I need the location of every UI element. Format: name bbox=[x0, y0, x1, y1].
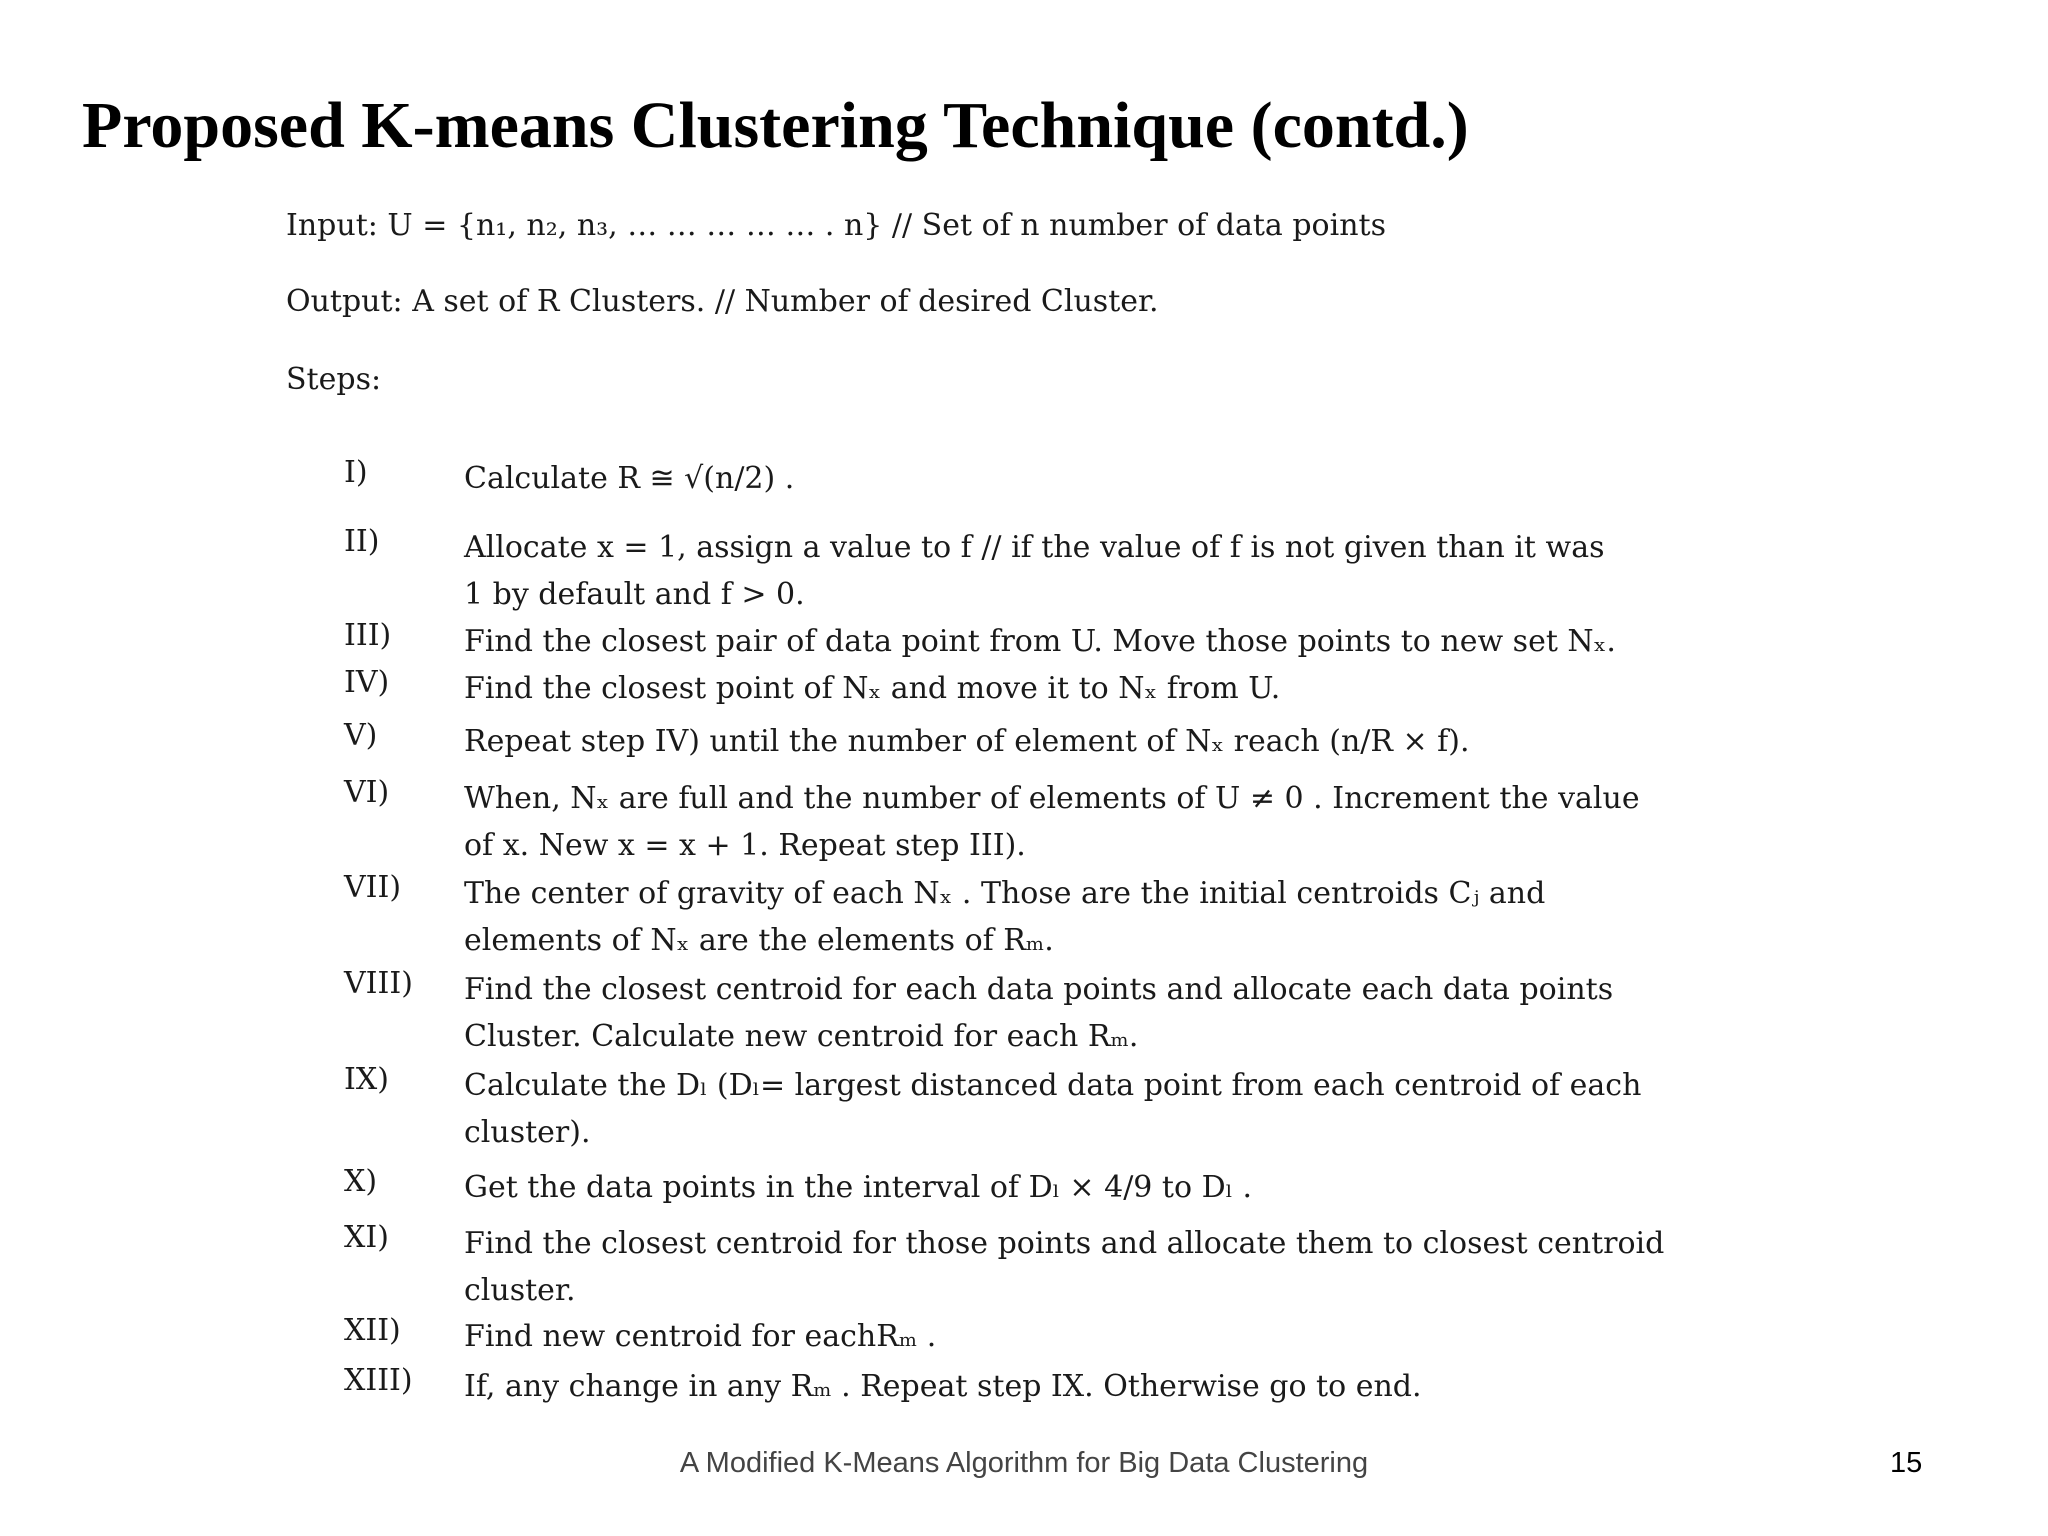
step-number: XIII) bbox=[344, 1363, 413, 1398]
step-number: VII) bbox=[344, 870, 402, 905]
step-number: II) bbox=[344, 524, 380, 559]
steps-label: Steps: bbox=[286, 362, 382, 397]
step-text: Find new centroid for eachRₘ . bbox=[464, 1319, 937, 1354]
step-text: If, any change in any Rₘ . Repeat step IX. Otherwise go to end. bbox=[464, 1369, 1422, 1404]
step-text: Find the closest pair of data point from U. Move those points to new set Nₓ. bbox=[464, 624, 1616, 659]
step-text: Find the closest point of Nₓ and move it to Nₓ from U. bbox=[464, 671, 1281, 706]
slide-footer: A Modified K-Means Algorithm for Big Data Clustering bbox=[679, 1447, 1369, 1479]
step-text: Repeat step IV) until the number of element of Nₓ reach (n/R × f). bbox=[464, 724, 1470, 759]
page-number: 15 bbox=[1890, 1447, 1923, 1479]
step-text: The center of gravity of each Nₓ . Those are the initial centroids Cⱼ and elements of Nₓ are the elements of Rₘ. bbox=[464, 876, 1546, 958]
input-line: Input: U = {n₁, n₂, n₃, … … … … … . n} // Set of n number of data points bbox=[286, 208, 1386, 243]
step-number: VI) bbox=[344, 775, 390, 810]
step-text: When, Nₓ are full and the number of elements of U ≠ 0 . Increment the value of x. New x = x + 1. Repeat step III). bbox=[464, 781, 1640, 863]
step-text: Allocate x = 1, assign a value to f // if the value of f is not given than it was 1 by default and f > 0. bbox=[464, 530, 1605, 612]
step-number: VIII) bbox=[344, 966, 413, 1001]
step-number: I) bbox=[344, 455, 368, 490]
step-number: IX) bbox=[344, 1062, 389, 1097]
step-text: Find the closest centroid for those points and allocate them to closest centroid cluster. bbox=[464, 1226, 1665, 1308]
step-number: XII) bbox=[344, 1313, 401, 1348]
step-text: Calculate the Dₗ (Dₗ= largest distanced data point from each centroid of each cluster). bbox=[464, 1068, 1642, 1150]
step-number: X) bbox=[344, 1164, 378, 1199]
step-number: III) bbox=[344, 618, 392, 653]
slide-title: Proposed K-means Clustering Technique (contd.) bbox=[82, 89, 1469, 162]
step-text: Calculate R ≅ √(n/2) . bbox=[464, 461, 795, 496]
step-number: XI) bbox=[344, 1220, 389, 1255]
step-text: Get the data points in the interval of Dₗ × 4/9 to Dₗ . bbox=[464, 1170, 1252, 1205]
output-line: Output: A set of R Clusters. // Number of desired Cluster. bbox=[286, 284, 1159, 319]
step-text: Find the closest centroid for each data points and allocate each data points Cluster. Calculate new centroid for each Rₘ. bbox=[464, 972, 1614, 1054]
step-number: V) bbox=[344, 718, 378, 753]
step-number: IV) bbox=[344, 665, 390, 700]
